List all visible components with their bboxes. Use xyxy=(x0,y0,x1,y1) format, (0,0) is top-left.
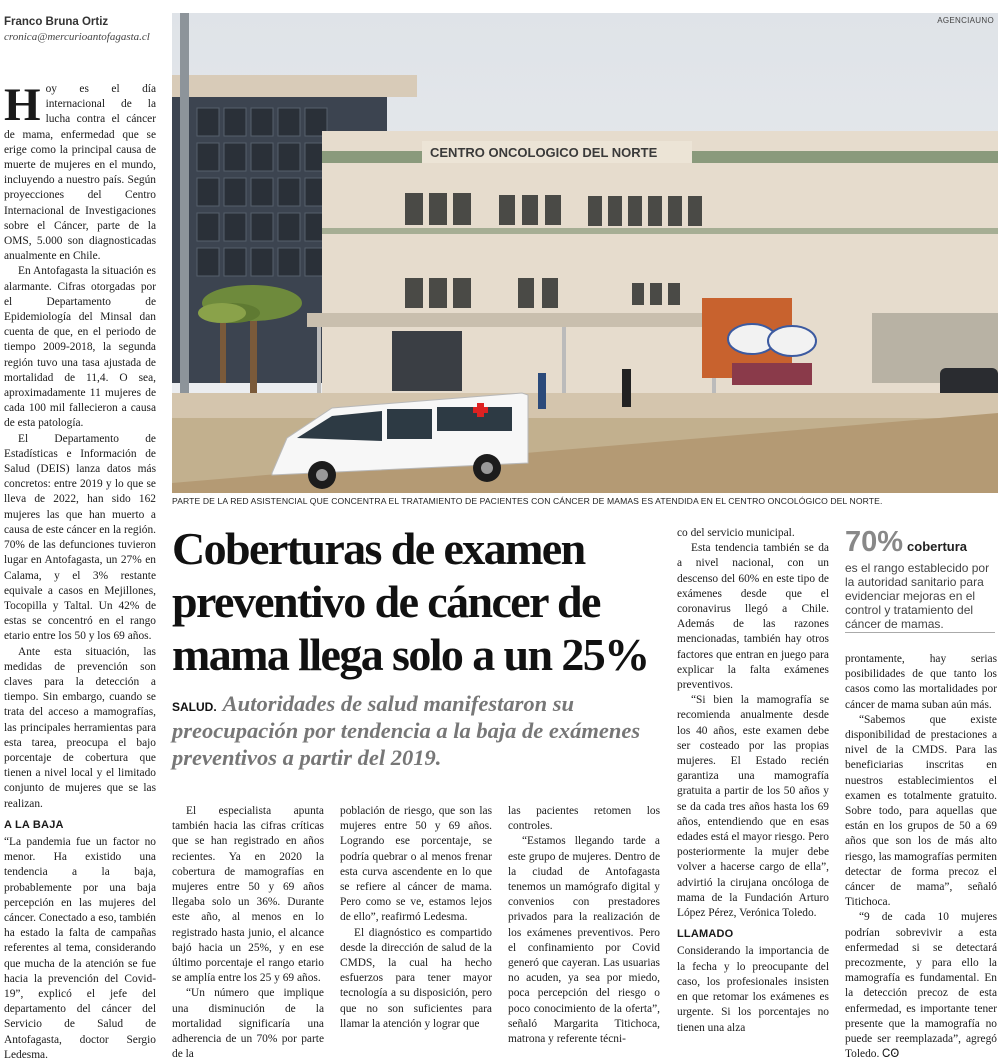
drop-cap: H xyxy=(4,79,41,131)
stat-divider xyxy=(845,632,995,633)
building-illustration xyxy=(172,13,998,493)
paragraph: Ante esta situación, las medidas de prevención son claves para la detección a tiempo. Sin embargo, cuando se trata del acceso a mamografías, las principales herramientas para esta tarea, preocupa el bajo porcentaje de cobertura que tienen a nivel local y el limitado conjunto de mujeres que se las realizan. xyxy=(4,645,156,810)
paragraph: El diagnóstico es compartido desde la dirección de salud de la CMDS, la cual ha hecho esfuerzos para tener mayor tecnología a su disposición, pero que no son suficientes para llamar la atención y lograr que xyxy=(340,926,492,1030)
subheading-llamado: LLAMADO xyxy=(677,928,734,941)
paragraph: “Si bien la mamografía se recomienda anualmente desde los 40 años, este examen debe ser costeado por las propias mujeres. El Estado recién garantiza una mamografía gratuita a partir de los 50 años y se da cada tres años hasta los 69 años, entendiendo que en esas edades está el mayor riesgo. Pero posteriormente la mujer debe volver a hacerse cargo de ella”, advirtió la cirujana oncóloga de mama de la Fundación Arturo López Pérez, Verónica Toledo. xyxy=(677,694,829,920)
article-column-2 xyxy=(172,804,324,1059)
headline: Coberturas de examen preventivo de cáncer de mama llega solo a un 25% xyxy=(172,523,649,680)
author-email[interactable]: cronica@mercurioantofagasta.cl xyxy=(4,31,150,43)
article-column-1 xyxy=(4,79,156,1059)
paragraph: “Un número que implique una disminución de la mortalidad significaría una adherencia de un 70% por parte de la xyxy=(172,987,324,1059)
deck xyxy=(172,690,672,771)
paragraph: “Sabemos que existe disponibilidad de prestaciones a nivel de la CMDS. Para las beneficiarias inscritas en nuestros establecimientos el examen es totalmente gratuito. Sobre todo, para aquellas que están en los grupos de 50 a 69 años que son los de más alto riesgo, las mamografías permiten detectar de forma precoz el cáncer de mama”, señaló Titichoca. xyxy=(845,713,997,909)
hospital-photo xyxy=(172,13,998,493)
stat-label: cobertura xyxy=(907,539,968,554)
paragraph: Considerando la importancia de la fecha y lo preocupante del caso, los profesionales insisten en que retomar los exámenes es urgente. Si los porcentajes no tienen una alza xyxy=(677,945,829,1034)
subheading-a-la-baja: A LA BAJA xyxy=(4,818,64,831)
article-column-6 xyxy=(845,652,997,1059)
stat-value: 70% xyxy=(845,526,904,558)
paragraph: “9 de cada 10 mujeres podrían sobrevivir a esta enfermedad si se detectará precozmente, y para ello la mamografía es fundamental. En la detección precoz de esta enfermedad, es importante tener presente que la mamografía no puede ser reemplazada”, agregó Toledo. ᏟꙨ xyxy=(845,911,997,1059)
paragraph: las pacientes retomen los controles. xyxy=(508,805,660,833)
building-sign: CENTRO ONCOLOGICO DEL NORTE xyxy=(430,145,658,160)
paragraph: “Estamos llegando tarde a este grupo de mujeres. Dentro de la ciudad de Antofagasta tenemos un mamógrafo digital y convenios con prestadores privados para la realización de los exámenes preventivos. Pero el confinamiento por Covid generó que cayeran. Las usuarias no acuden, ya sea por miedo, poca percepción del riesgo o poco conocimiento de la oferta”, señaló Margarita Titichoca, matrona y referente técni- xyxy=(508,835,660,1046)
byline xyxy=(4,16,169,43)
paragraph: prontamente, hay serias posibilidades de que tanto los casos como las mortalidades por cáncer de mama suban aún más. xyxy=(845,653,997,711)
paragraph: co del servicio municipal. xyxy=(677,527,795,539)
paragraph: población de riesgo, que son las mujeres entre 50 y 69 años. Logrando ese porcentaje, se podría quebrar o al menos frenar esta curva ascendente en lo que se refiere al cáncer de mama. Pero como se ve, estamos lejos de ello”, reafirmó Ledesma. xyxy=(340,805,492,924)
end-mark: ᏟꙨ xyxy=(882,1048,900,1059)
article-column-5 xyxy=(677,526,829,1036)
paragraph: En Antofagasta la situación es alarmante. Cifras otorgadas por el Departamento de Epidemiología del Minsal dan cuenta de que, en el periodo de tiempo 2009-2018, la segunda región tuvo una tasa ajustada de mortalidad de 11,4. O sea, aproximadamente 11 mujeres de cada 100 mil fallecieron a causa de esta patología. xyxy=(4,265,156,430)
photo-credit: AGENCIAUNO xyxy=(937,16,994,25)
stat-box xyxy=(845,526,995,631)
section-kicker: SALUD. xyxy=(172,700,217,714)
author-name: Franco Bruna Ortiz xyxy=(4,16,109,28)
deck-text: Autoridades de salud manifestaron su preocupación por tendencia a la baja de exámenes preventivos a partir del 2019. xyxy=(172,691,641,770)
paragraph: El Departamento de Estadísticas e Información de Salud (DEIS) lanza datos más concretos: entre 2019 y lo que se lleva de 2022, han sido 162 mujeres las que han muerto a causa de este cáncer en la región. 70% de las defunciones tuvieron lugar en Antofagasta, un 27% en Calama, y el 3% restante equivale a casos en Mejillones, Tocopilla y Taltal. Un 42% de estas se concentró en el rango etario entre los 50 y los 69 años. xyxy=(4,432,156,643)
stat-description: es el rango establecido por la autoridad sanitario para evidenciar mejoras en el control y tratamiento del cáncer de mamas. xyxy=(845,561,990,631)
paragraph: “La pandemia fue un factor no menor. Ha existido una tendencia a la baja, probablemente por una baja percepción en las mujeres del cáncer. Conectado a eso, también ha estado la falta de campañas referentes al tema, considerando que mucha de la atención se fue hacia la prevención del Covid-19”, explicó el jefe del departamento del cáncer del Servicio de Salud de Antofagasta, doctor Sergio Ledesma. xyxy=(4,835,156,1059)
paragraph: El especialista apunta también hacia las cifras críticas que se han registrado en años recientes. Ya en 2020 la cobertura de mamografías en mujeres entre 50 y 69 años llegaba solo un 36%. Durante este año, al menos en lo registrado hasta junio, el alcance bajó hacia un 25%, y en ese último porcentaje el rango etario se amplía entre los 25 y 69 años. xyxy=(172,805,324,985)
photo-caption: PARTE DE LA RED ASISTENCIAL QUE CONCENTRA EL TRATAMIENTO DE PACIENTES CON CÁNCER DE MAMAS ES ATENDIDA EN EL CENTRO ONCOLÓGICO DEL NORTE. xyxy=(172,496,883,506)
lead-paragraph: Hoy es el día internacional de la lucha contra el cáncer de mama, enfermedad que se erige como la principal causa de muerte de mujeres en el mundo, incluyendo a nuestro país. Según proyecciones del Centro Internacional de Investigaciones sobre el Cáncer, parte de la OMS, 5.000 son diagnosticadas anualmente en Chile. xyxy=(4,79,156,263)
article-column-3 xyxy=(340,804,492,1032)
paragraph: Esta tendencia también se da a nivel nacional, con un descenso del 60% en este tipo de exámenes desde que el coronavirus llegó a Chile. Además de las razones mencionadas, también hay otros factores que entran en juego para explicar la falta exámenes preventivos. xyxy=(677,542,829,692)
article-column-4 xyxy=(508,804,660,1047)
